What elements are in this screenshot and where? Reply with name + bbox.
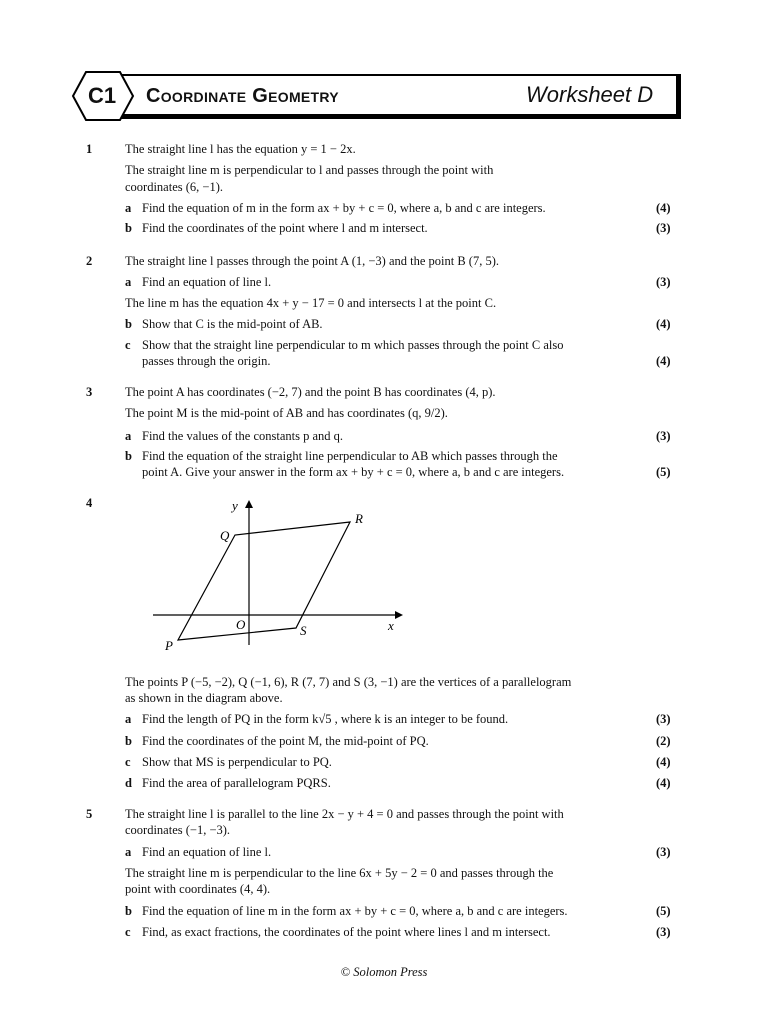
part-label: a bbox=[125, 712, 132, 726]
part-text: Find the length of PQ in the form k√5 , where k is an integer to be found. bbox=[142, 712, 509, 726]
question-text: The point M is the mid-point of AB and has coordinates (q, 9/2). bbox=[125, 406, 448, 420]
question-number: 1 bbox=[86, 142, 93, 156]
part-text: Find the coordinates of the point M, the mid-point of PQ. bbox=[142, 734, 429, 748]
marks: (5) bbox=[656, 465, 671, 479]
part-label: a bbox=[125, 201, 132, 215]
question-text: The point A has coordinates (−2, 7) and the point B has coordinates (4, p). bbox=[125, 385, 496, 399]
question-text: The straight line m is perpendicular to l and passes through the point with bbox=[125, 163, 494, 177]
part-text: Show that C is the mid-point of AB. bbox=[142, 317, 323, 331]
part-text: Show that the straight line perpendicular to m which passes through the point C also bbox=[142, 338, 564, 352]
part-label: b bbox=[125, 734, 132, 748]
part-text: Show that MS is perpendicular to PQ. bbox=[142, 755, 332, 769]
y-label: y bbox=[232, 498, 238, 513]
marks: (3) bbox=[656, 429, 671, 443]
chapter-code: C1 bbox=[88, 83, 117, 108]
worksheet-label: Worksheet D bbox=[526, 82, 654, 107]
part-text: point A. Give your answer in the form ax + by + c = 0, where a, b and c are integers. bbox=[142, 465, 565, 479]
marks: (4) bbox=[656, 317, 671, 331]
part-label: b bbox=[125, 317, 132, 331]
question-text: point with coordinates (4, 4). bbox=[125, 882, 271, 896]
question-text: The straight line l passes through the point A (1, −3) and the point B (7, 5). bbox=[125, 254, 500, 268]
y-axis-arrow-icon bbox=[245, 500, 253, 508]
marks: (3) bbox=[656, 275, 671, 289]
marks: (4) bbox=[656, 776, 671, 790]
question-text: as shown in the diagram above. bbox=[125, 691, 283, 705]
part-text: Find the equation of line m in the form ax + by + c = 0, where a, b and c are integers. bbox=[142, 904, 568, 918]
part-label: d bbox=[125, 776, 132, 790]
question-text: The points P (−5, −2), Q (−1, 6), R (7, 7) and S (3, −1) are the vertices of a parallelogram bbox=[125, 675, 572, 689]
parallelogram-diagram bbox=[140, 490, 410, 660]
point-r-label: R bbox=[355, 511, 363, 526]
part-label: b bbox=[125, 221, 132, 235]
part-label: b bbox=[125, 904, 132, 918]
point-q-label: Q bbox=[220, 528, 230, 543]
marks: (4) bbox=[656, 201, 671, 215]
part-text: Find the area of parallelogram PQRS. bbox=[142, 776, 331, 790]
marks: (3) bbox=[656, 221, 671, 235]
marks: (2) bbox=[656, 734, 671, 748]
part-text: Find, as exact fractions, the coordinates of the point where lines l and m intersect. bbox=[142, 925, 551, 939]
point-p-label: P bbox=[165, 638, 173, 653]
marks: (4) bbox=[656, 755, 671, 769]
part-text: Find the coordinates of the point where l and m intersect. bbox=[142, 221, 428, 235]
part-text: Find an equation of line l. bbox=[142, 845, 272, 859]
worksheet-title: Coordinate Geometry bbox=[146, 85, 339, 107]
part-text: Find the equation of the straight line perpendicular to AB which passes through the bbox=[142, 449, 558, 463]
question-text: The straight line l has the equation y = 1 − 2x. bbox=[125, 142, 356, 156]
part-label: a bbox=[125, 275, 132, 289]
question-text: coordinates (6, −1). bbox=[125, 180, 223, 194]
part-label: a bbox=[125, 429, 132, 443]
question-number: 4 bbox=[86, 496, 93, 510]
x-label: x bbox=[388, 618, 394, 633]
part-text: Find an equation of line l. bbox=[142, 275, 272, 289]
part-text: Find the equation of m in the form ax + by + c = 0, where a, b and c are integers. bbox=[142, 201, 546, 215]
question-number: 5 bbox=[86, 807, 93, 821]
parallelogram-pqrs bbox=[178, 522, 350, 640]
part-text: passes through the origin. bbox=[142, 354, 271, 368]
point-s-label: S bbox=[300, 623, 307, 638]
question-text: The straight line m is perpendicular to the line 6x + 5y − 2 = 0 and passes through the bbox=[125, 866, 554, 880]
part-text: Find the values of the constants p and q. bbox=[142, 429, 344, 443]
marks: (3) bbox=[656, 712, 671, 726]
part-label: c bbox=[125, 925, 131, 939]
x-axis-arrow-icon bbox=[395, 611, 403, 619]
question-text: The straight line l is parallel to the line 2x − y + 4 = 0 and passes through the point with bbox=[125, 807, 564, 821]
marks: (4) bbox=[656, 354, 671, 368]
question-number: 3 bbox=[86, 385, 93, 399]
part-label: c bbox=[125, 755, 131, 769]
part-label: a bbox=[125, 845, 132, 859]
marks: (5) bbox=[656, 904, 671, 918]
footer-copyright: © Solomon Press bbox=[340, 965, 428, 979]
part-label: c bbox=[125, 338, 131, 352]
marks: (3) bbox=[656, 845, 671, 859]
origin-label: O bbox=[236, 617, 246, 632]
question-text: coordinates (−1, −3). bbox=[125, 823, 231, 837]
question-number: 2 bbox=[86, 254, 93, 268]
part-label: b bbox=[125, 449, 132, 463]
question-text: The line m has the equation 4x + y − 17 = 0 and intersects l at the point C. bbox=[125, 296, 497, 310]
marks: (3) bbox=[656, 925, 671, 939]
